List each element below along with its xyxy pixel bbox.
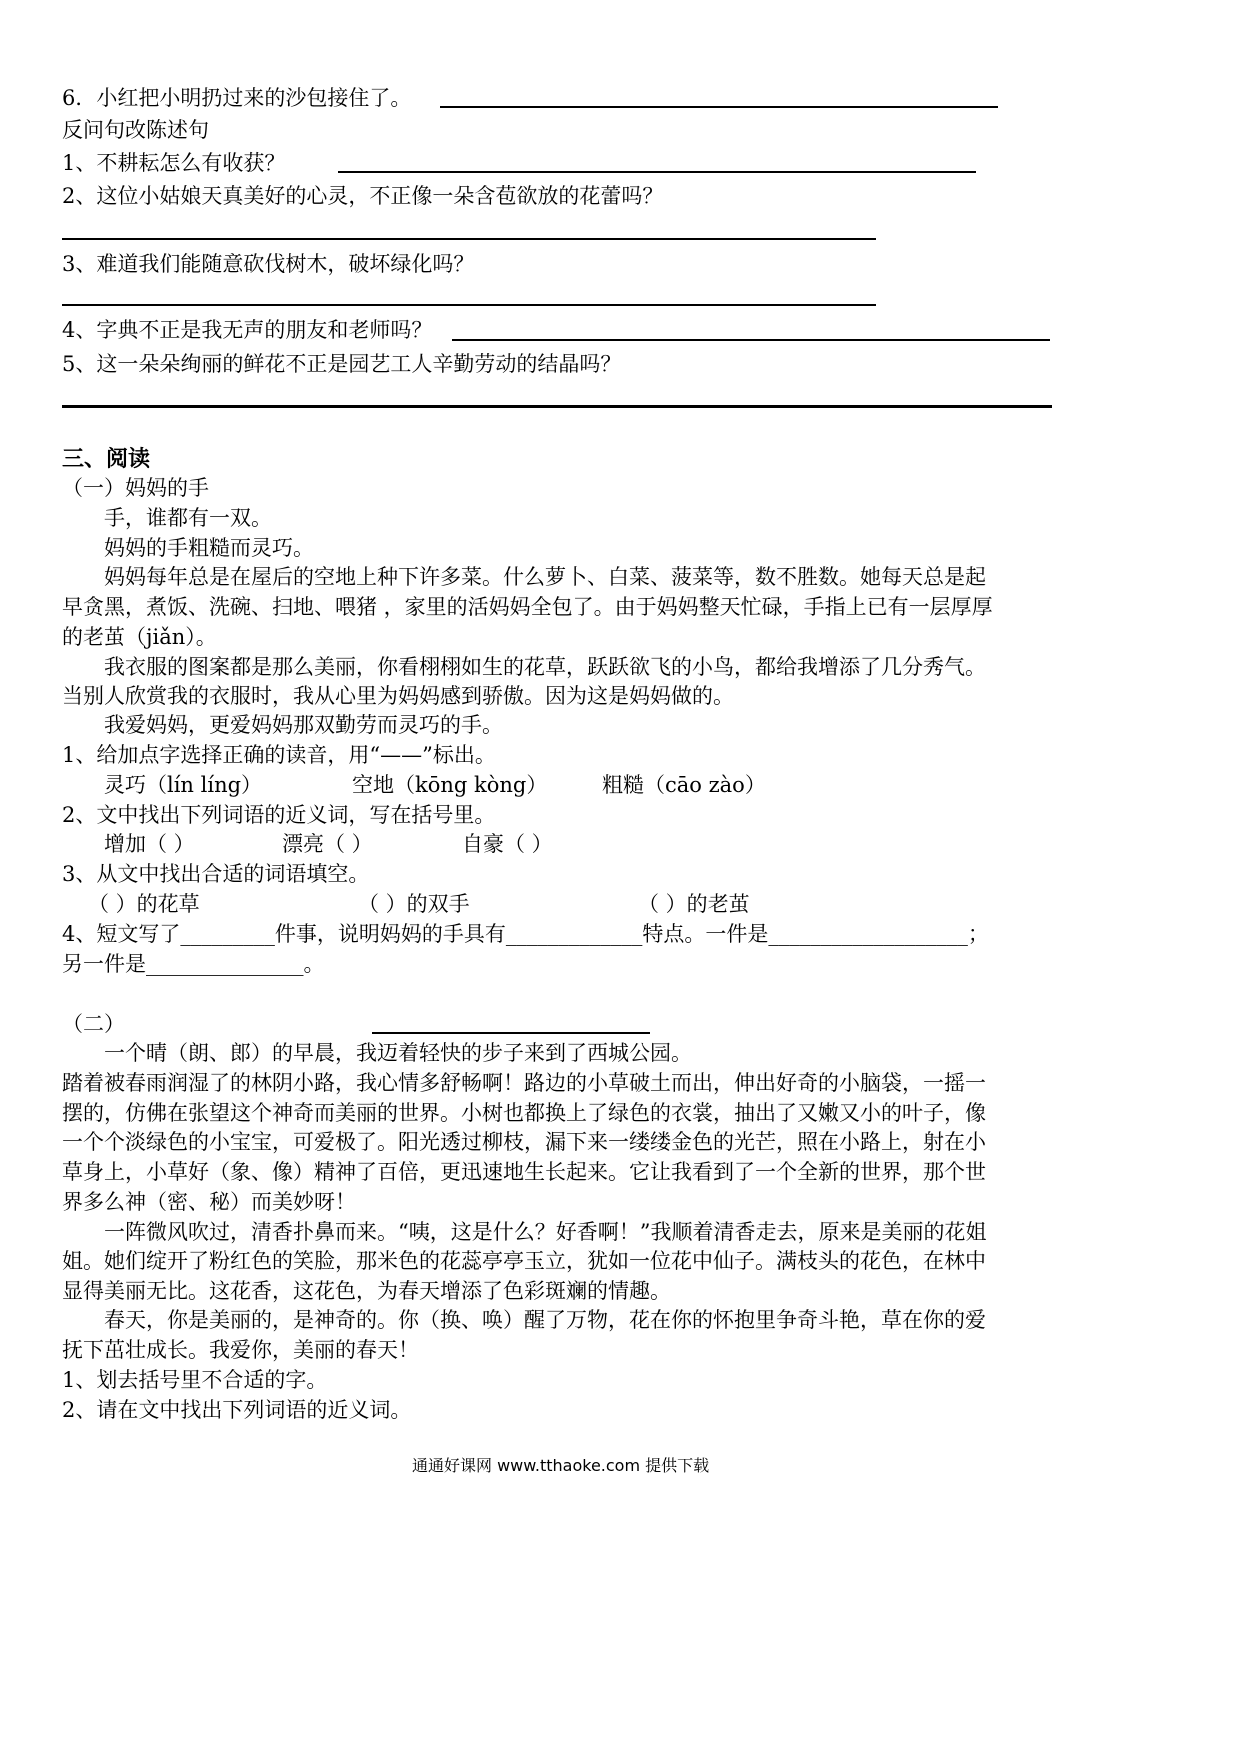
rhetorical-item-5: 5、这一朵朵绚丽的鲜花不正是园艺工人辛勤劳动的结晶吗？ bbox=[62, 352, 622, 376]
question-6: 6．小红把小明扔过来的沙包接住了。 bbox=[62, 86, 412, 110]
part1-paragraph: 手，谁都有一双。 bbox=[104, 506, 272, 530]
part1-question-1: 1、给加点字选择正确的读音，用“——”标出。 bbox=[62, 743, 496, 767]
q1-option-kongdi[interactable]: 空地（kōng kòng） bbox=[352, 773, 548, 797]
rhetorical-item-1: 1、不耕耘怎么有收获？ bbox=[62, 151, 286, 175]
part1-paragraph: 妈妈每年总是在屋后的空地上种下许多菜。什么萝卜、白菜、菠菜等，数不胜数。她每天总是起 bbox=[104, 565, 986, 589]
reading-section-title: 三、阅读 bbox=[62, 446, 151, 472]
q3-blank-laojian[interactable]: （ ）的老茧 bbox=[638, 892, 750, 916]
rhetorical-item-2: 2、这位小姑娘天真美好的心灵，不正像一朵含苞欲放的花蕾吗？ bbox=[62, 184, 664, 208]
part2-title-blank[interactable] bbox=[372, 1032, 650, 1034]
answer-line-r4[interactable] bbox=[452, 339, 1050, 341]
part2-paragraph: 一阵微风吹过，清香扑鼻而来。“咦，这是什么？好香啊！”我顺着清香走去，原来是美丽的花姐 bbox=[104, 1220, 987, 1244]
part2-paragraph: 姐。她们绽开了粉红色的笑脸，那米色的花蕊亭亭玉立，犹如一位花中仙子。满枝头的花色，在林中 bbox=[62, 1249, 986, 1273]
part2-paragraph: 抚下茁壮成长。我爱你，美丽的春天！ bbox=[62, 1338, 419, 1362]
q2-blank-zengjia[interactable]: 增加（ ） bbox=[104, 832, 195, 856]
rhetorical-item-4: 4、字典不正是我无声的朋友和老师吗？ bbox=[62, 318, 433, 342]
answer-line-r2[interactable] bbox=[62, 238, 876, 240]
part1-paragraph: 早贪黑，煮饭、洗碗、扫地、喂猪 ，家里的活妈妈全包了。由于妈妈整天忙碌，手指上已有一层厚厚 bbox=[62, 595, 993, 619]
subsection-heading-rhetorical: 反问句改陈述句 bbox=[62, 118, 209, 142]
rhetorical-item-3: 3、难道我们能随意砍伐树木，破坏绿化吗？ bbox=[62, 252, 475, 276]
part2-paragraph: 显得美丽无比。这花香，这花色，为春天增添了色彩斑斓的情趣。 bbox=[62, 1279, 671, 1303]
q1-option-cucao[interactable]: 粗糙（cāo zào） bbox=[602, 773, 766, 797]
q2-blank-piaoliang[interactable]: 漂亮（ ） bbox=[282, 832, 373, 856]
part2-paragraph: 摆的，仿佛在张望这个神奇而美丽的世界。小树也都换上了绿色的衣裳，抽出了又嫩又小的叶子，像 bbox=[62, 1101, 986, 1125]
q3-blank-shuangshou[interactable]: （ ）的双手 bbox=[358, 892, 470, 916]
footer-download-note: 通通好课网 www.tthaoke.com 提供下载 bbox=[412, 1456, 710, 1475]
q2-blank-zihao[interactable]: 自豪（ ） bbox=[462, 832, 553, 856]
part1-paragraph: 的老茧（jiǎn）。 bbox=[62, 625, 217, 649]
q1-option-linqiao[interactable]: 灵巧（lín líng） bbox=[104, 773, 263, 797]
part1-paragraph: 我衣服的图案都是那么美丽，你看栩栩如生的花草，跃跃欲飞的小鸟，都给我增添了几分秀气。 bbox=[104, 655, 986, 679]
answer-line-r3[interactable] bbox=[62, 304, 876, 306]
part1-question-2: 2、文中找出下列词语的近义词，写在括号里。 bbox=[62, 803, 496, 827]
part1-paragraph: 妈妈的手粗糙而灵巧。 bbox=[104, 536, 314, 560]
part2-paragraph: 一个个淡绿色的小宝宝，可爱极了。阳光透过柳枝，漏下来一缕缕金色的光芒，照在小路上，射在小 bbox=[62, 1130, 986, 1154]
answer-line-q6[interactable] bbox=[440, 106, 998, 108]
part2-paragraph: 踏着被春雨润湿了的林阴小路，我心情多舒畅啊！路边的小草破土而出，伸出好奇的小脑袋，一摇一 bbox=[62, 1071, 986, 1095]
answer-line-r1[interactable] bbox=[338, 171, 976, 173]
reading-part2-title: （二） bbox=[62, 1012, 125, 1036]
part2-paragraph: 界多么神（密、秘）而美妙呀！ bbox=[62, 1190, 356, 1214]
part1-question-4-cont[interactable]: 另一件是_______________。 bbox=[62, 952, 325, 976]
part2-question-2: 2、请在文中找出下列词语的近义词。 bbox=[62, 1398, 412, 1422]
part2-paragraph: 一个晴（朗、郎）的早晨，我迈着轻快的步子来到了西城公园。 bbox=[104, 1041, 692, 1065]
reading-part1-title: （一）妈妈的手 bbox=[62, 476, 209, 500]
part2-question-1: 1、划去括号里不合适的字。 bbox=[62, 1368, 328, 1392]
answer-line-r5[interactable] bbox=[62, 405, 1052, 408]
part1-paragraph: 我爱妈妈，更爱妈妈那双勤劳而灵巧的手。 bbox=[104, 713, 503, 737]
part2-paragraph: 草身上，小草好（象、像）精神了百倍，更迅速地生长起来。它让我看到了一个全新的世界，那个世 bbox=[62, 1160, 986, 1184]
part1-question-3: 3、从文中找出合适的词语填空。 bbox=[62, 862, 370, 886]
q3-blank-huacao[interactable]: （ ）的花草 bbox=[88, 892, 200, 916]
part2-paragraph: 春天，你是美丽的，是神奇的。你（换、唤）醒了万物，花在你的怀抱里争奇斗艳，草在你的爱 bbox=[104, 1308, 986, 1332]
part1-question-4[interactable]: 4、短文写了_________件事，说明妈妈的手具有_____________特点。一件是___________________； bbox=[62, 922, 989, 946]
part1-paragraph: 当别人欣赏我的衣服时，我从心里为妈妈感到骄傲。因为这是妈妈做的。 bbox=[62, 684, 734, 708]
